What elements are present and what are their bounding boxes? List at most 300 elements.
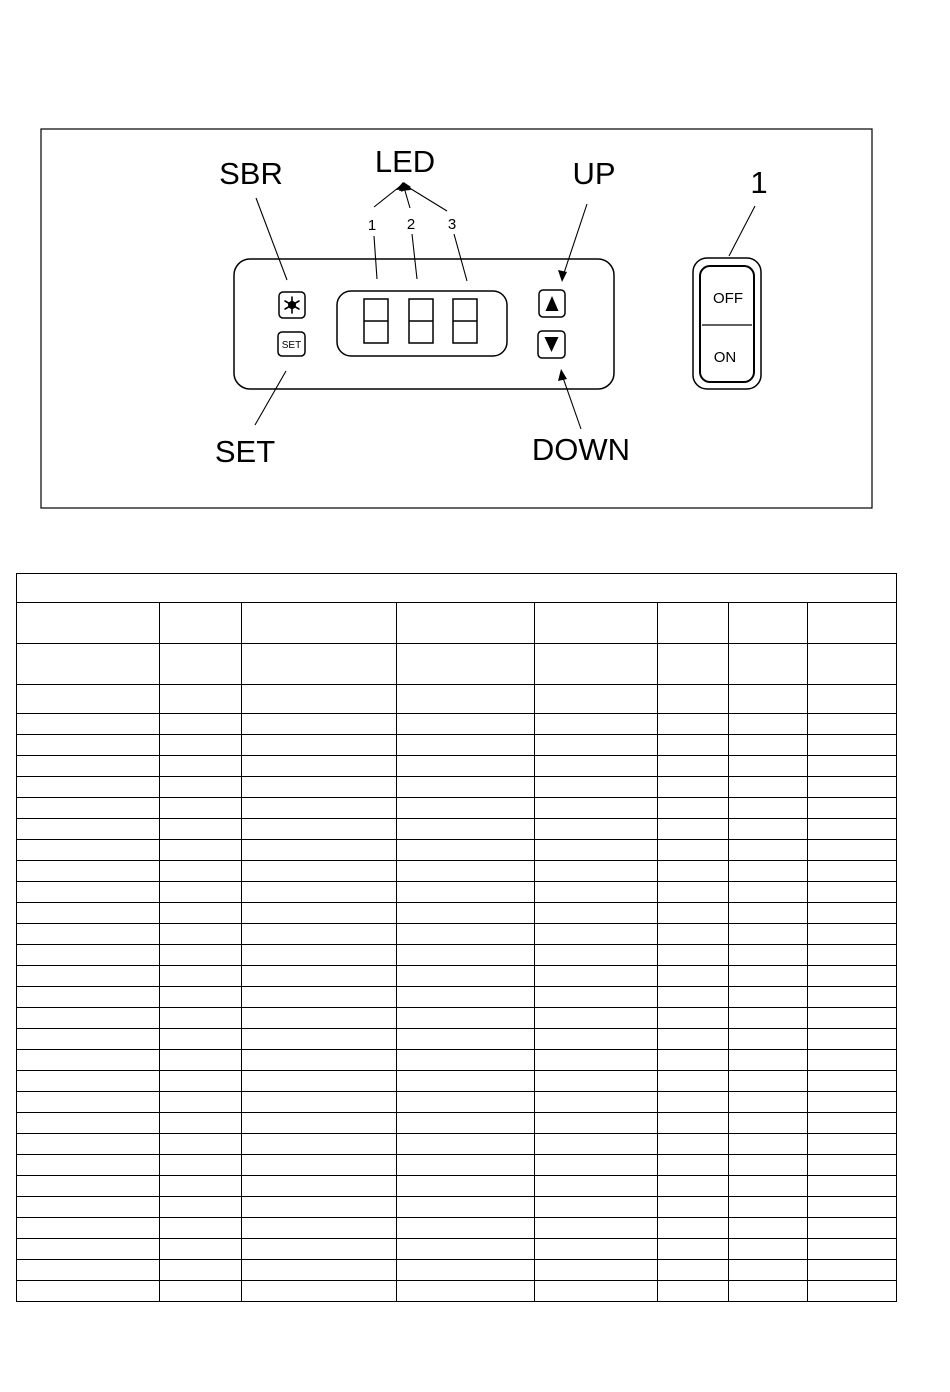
table-row: [17, 819, 897, 840]
table-cell: [397, 987, 535, 1008]
table-cell: [160, 966, 242, 987]
table-cell: [397, 644, 535, 685]
table-cell: [658, 840, 729, 861]
table-cell: [535, 1218, 658, 1239]
table-cell: [729, 1197, 808, 1218]
table-cell: [397, 1260, 535, 1281]
table-cell: [242, 777, 397, 798]
table-cell: [535, 1197, 658, 1218]
table-cell: [160, 756, 242, 777]
table-cell: [658, 861, 729, 882]
table-cell: [729, 603, 808, 644]
table-cell: [658, 987, 729, 1008]
table-cell: [658, 1218, 729, 1239]
table-cell: [242, 798, 397, 819]
table-cell: [729, 819, 808, 840]
table-row: [17, 1050, 897, 1071]
table-cell: [397, 840, 535, 861]
table-cell: [808, 1134, 897, 1155]
led-number-1: 1: [367, 217, 377, 234]
table-cell: [535, 840, 658, 861]
table-cell: [729, 644, 808, 685]
table-row: [17, 714, 897, 735]
table-row: [17, 882, 897, 903]
table-cell: [658, 1197, 729, 1218]
table-cell: [160, 1050, 242, 1071]
table-cell: [160, 685, 242, 714]
table-cell: [658, 1239, 729, 1260]
table-cell: [535, 798, 658, 819]
table-cell: [17, 735, 160, 756]
table-cell: [160, 603, 242, 644]
table-cell: [17, 1197, 160, 1218]
sbr-button[interactable]: [279, 292, 305, 318]
table-cell: [535, 1134, 658, 1155]
table-cell: [808, 1029, 897, 1050]
table-cell: [160, 1176, 242, 1197]
table-cell: [160, 735, 242, 756]
table-cell: [658, 798, 729, 819]
switch-number-label: 1: [750, 165, 768, 200]
table-cell: [17, 840, 160, 861]
table-cell: [808, 1218, 897, 1239]
table-row: [17, 1092, 897, 1113]
table-cell: [729, 1155, 808, 1176]
table-cell: [397, 1239, 535, 1260]
table-cell: [535, 603, 658, 644]
table-cell: [535, 756, 658, 777]
table-cell: [397, 1197, 535, 1218]
table-cell: [658, 1260, 729, 1281]
table-cell: [535, 1008, 658, 1029]
table-cell: [808, 644, 897, 685]
table-cell: [160, 945, 242, 966]
table-cell: [658, 1155, 729, 1176]
table-cell: [17, 714, 160, 735]
table-cell: [658, 1008, 729, 1029]
table-cell: [729, 1260, 808, 1281]
table-row: [17, 777, 897, 798]
table-cell: [808, 966, 897, 987]
table-cell: [17, 1176, 160, 1197]
down-label: DOWN: [531, 432, 631, 467]
switch-on-label: ON: [713, 349, 737, 366]
table-row: [17, 1218, 897, 1239]
table-units-row: [17, 685, 897, 714]
table-cell: [17, 1008, 160, 1029]
table-cell: [397, 1113, 535, 1134]
set-button[interactable]: [278, 332, 305, 356]
table-cell: [729, 861, 808, 882]
up-button[interactable]: [539, 290, 565, 317]
table-cell: [535, 882, 658, 903]
table-cell: [729, 903, 808, 924]
sbr-label: SBR: [219, 156, 283, 191]
table-cell: [242, 1092, 397, 1113]
table-cell: [397, 756, 535, 777]
table-cell: [535, 1281, 658, 1302]
table-cell: [729, 945, 808, 966]
table-row: [17, 735, 897, 756]
table-cell: [160, 1239, 242, 1260]
table-cell: [17, 603, 160, 644]
table-cell: [535, 644, 658, 685]
table-row: [17, 1176, 897, 1197]
table-cell: [242, 603, 397, 644]
table-cell: [535, 1155, 658, 1176]
table-cell: [17, 1260, 160, 1281]
table-cell: [729, 1113, 808, 1134]
power-switch[interactable]: [693, 258, 761, 389]
table-row: [17, 1281, 897, 1302]
table-cell: [160, 1134, 242, 1155]
table-cell: [17, 777, 160, 798]
table-cell: [658, 882, 729, 903]
table-cell: [242, 1113, 397, 1134]
table-cell: [535, 966, 658, 987]
table-cell: [658, 1134, 729, 1155]
table-row: [17, 1071, 897, 1092]
parameter-table: [16, 573, 897, 1302]
table-cell: [397, 924, 535, 945]
table-cell: [242, 1029, 397, 1050]
table-cell: [242, 714, 397, 735]
table-cell: [17, 644, 160, 685]
table-cell: [729, 1134, 808, 1155]
table-cell: [160, 1197, 242, 1218]
table-cell: [17, 1071, 160, 1092]
table-row: [17, 966, 897, 987]
table-cell: [729, 1092, 808, 1113]
table-row: [17, 1260, 897, 1281]
table-cell: [808, 1113, 897, 1134]
table-cell: [397, 1029, 535, 1050]
table-title-row: [17, 574, 897, 603]
table-cell: [808, 603, 897, 644]
table-cell: [397, 1176, 535, 1197]
table-cell: [160, 882, 242, 903]
table-cell: [658, 1113, 729, 1134]
table-cell: [729, 1050, 808, 1071]
table-cell: [535, 1176, 658, 1197]
table-cell: [160, 1260, 242, 1281]
table-cell: [658, 756, 729, 777]
table-cell: [658, 1050, 729, 1071]
table-cell: [535, 1113, 658, 1134]
table-cell: [808, 1281, 897, 1302]
set-label: SET: [214, 434, 276, 469]
table-row: [17, 861, 897, 882]
table-cell: [397, 903, 535, 924]
led-number-2: 2: [406, 216, 416, 233]
table-cell: [17, 1113, 160, 1134]
table-cell: [535, 924, 658, 945]
table-cell: [160, 714, 242, 735]
table-cell: [160, 1092, 242, 1113]
table-cell: [160, 1071, 242, 1092]
table-cell: [17, 798, 160, 819]
table-cell: [160, 1218, 242, 1239]
table-cell: [160, 924, 242, 945]
table-cell: [729, 1239, 808, 1260]
table-row: [17, 987, 897, 1008]
table-cell: [808, 1176, 897, 1197]
table-cell: [535, 1239, 658, 1260]
table-cell: [808, 924, 897, 945]
table-cell: [808, 735, 897, 756]
table-title-cell: [17, 574, 897, 603]
table-cell: [397, 1218, 535, 1239]
control-panel-diagram: [0, 0, 950, 560]
table-header-row: [17, 603, 897, 644]
table-cell: [397, 882, 535, 903]
table-cell: [242, 966, 397, 987]
table-cell: [808, 777, 897, 798]
table-cell: [729, 987, 808, 1008]
table-cell: [242, 1008, 397, 1029]
table-cell: [17, 903, 160, 924]
table-cell: [242, 819, 397, 840]
table-cell: [729, 798, 808, 819]
table-cell: [17, 987, 160, 1008]
table-cell: [397, 966, 535, 987]
table-cell: [397, 714, 535, 735]
table-cell: [729, 882, 808, 903]
led-display-window: [337, 291, 507, 356]
table-cell: [729, 1281, 808, 1302]
table-row: [17, 798, 897, 819]
table-cell: [808, 1197, 897, 1218]
table-cell: [729, 735, 808, 756]
table-cell: [397, 603, 535, 644]
table-cell: [808, 1050, 897, 1071]
table-cell: [17, 882, 160, 903]
table-cell: [808, 882, 897, 903]
table-cell: [242, 644, 397, 685]
table-cell: [242, 924, 397, 945]
table-cell: [242, 903, 397, 924]
table-cell: [160, 798, 242, 819]
table-cell: [17, 1134, 160, 1155]
table-cell: [242, 861, 397, 882]
table-cell: [658, 924, 729, 945]
table-cell: [808, 1008, 897, 1029]
table-cell: [160, 987, 242, 1008]
table-cell: [242, 756, 397, 777]
table-cell: [160, 777, 242, 798]
table-row: [17, 756, 897, 777]
table-cell: [397, 735, 535, 756]
table-cell: [808, 1260, 897, 1281]
table-cell: [242, 735, 397, 756]
table-cell: [729, 1008, 808, 1029]
table-cell: [397, 1155, 535, 1176]
table-cell: [160, 1029, 242, 1050]
table-cell: [17, 1218, 160, 1239]
table-cell: [397, 1050, 535, 1071]
table-cell: [535, 685, 658, 714]
table-cell: [397, 1092, 535, 1113]
table-cell: [808, 861, 897, 882]
table-cell: [17, 1029, 160, 1050]
table-subheader-row: [17, 644, 897, 685]
set-button-text: SET: [281, 340, 302, 351]
led-label: LED: [374, 144, 436, 179]
table-cell: [535, 1092, 658, 1113]
table-row: [17, 1134, 897, 1155]
table-cell: [729, 777, 808, 798]
table-cell: [729, 1029, 808, 1050]
table-cell: [729, 1176, 808, 1197]
table-cell: [242, 1071, 397, 1092]
table-row: [17, 924, 897, 945]
table-cell: [242, 1134, 397, 1155]
switch-off-label: OFF: [713, 290, 743, 307]
table-cell: [658, 966, 729, 987]
table-cell: [808, 685, 897, 714]
table-cell: [658, 945, 729, 966]
table-cell: [729, 1218, 808, 1239]
table-cell: [160, 644, 242, 685]
table-cell: [17, 1155, 160, 1176]
table-cell: [808, 1155, 897, 1176]
table-row: [17, 1008, 897, 1029]
table-cell: [397, 798, 535, 819]
down-button[interactable]: [538, 331, 565, 358]
table-cell: [160, 1281, 242, 1302]
table-cell: [242, 1239, 397, 1260]
table-cell: [535, 714, 658, 735]
table-cell: [397, 1071, 535, 1092]
table-cell: [17, 819, 160, 840]
table-cell: [808, 1092, 897, 1113]
up-label: UP: [572, 156, 616, 191]
table-cell: [17, 1050, 160, 1071]
table-cell: [242, 882, 397, 903]
table-cell: [535, 987, 658, 1008]
table-cell: [535, 903, 658, 924]
table-cell: [17, 1092, 160, 1113]
table-cell: [242, 840, 397, 861]
table-row: [17, 945, 897, 966]
table-row: [17, 1113, 897, 1134]
table-cell: [397, 819, 535, 840]
table-row: [17, 1239, 897, 1260]
table-row: [17, 903, 897, 924]
table-cell: [808, 714, 897, 735]
table-cell: [17, 945, 160, 966]
table-cell: [729, 685, 808, 714]
led-number-3: 3: [447, 216, 457, 233]
table-row: [17, 840, 897, 861]
table-cell: [242, 1260, 397, 1281]
table-cell: [729, 756, 808, 777]
table-cell: [658, 1092, 729, 1113]
table-cell: [397, 945, 535, 966]
table-cell: [808, 1071, 897, 1092]
table-cell: [17, 756, 160, 777]
table-cell: [242, 1155, 397, 1176]
table-cell: [658, 777, 729, 798]
table-cell: [17, 966, 160, 987]
table-cell: [808, 945, 897, 966]
table-cell: [808, 840, 897, 861]
table-cell: [729, 924, 808, 945]
table-cell: [808, 819, 897, 840]
table-cell: [160, 861, 242, 882]
table-cell: [729, 966, 808, 987]
table-cell: [729, 714, 808, 735]
table-cell: [658, 1071, 729, 1092]
table-cell: [658, 714, 729, 735]
table-cell: [397, 777, 535, 798]
table-cell: [242, 1218, 397, 1239]
table-cell: [658, 603, 729, 644]
table-cell: [397, 685, 535, 714]
table-cell: [160, 1113, 242, 1134]
table-cell: [17, 1281, 160, 1302]
table-cell: [242, 1050, 397, 1071]
table-cell: [658, 819, 729, 840]
table-cell: [535, 861, 658, 882]
table-cell: [658, 1029, 729, 1050]
table-cell: [535, 735, 658, 756]
table-cell: [808, 903, 897, 924]
table-cell: [535, 1029, 658, 1050]
table-row: [17, 1029, 897, 1050]
table-cell: [160, 1155, 242, 1176]
table-cell: [808, 987, 897, 1008]
table-cell: [397, 861, 535, 882]
table-cell: [160, 903, 242, 924]
table-cell: [242, 1281, 397, 1302]
table-cell: [535, 1071, 658, 1092]
table-cell: [808, 798, 897, 819]
table-row: [17, 1197, 897, 1218]
table-cell: [242, 945, 397, 966]
table-cell: [17, 685, 160, 714]
table-cell: [160, 1008, 242, 1029]
table-cell: [160, 819, 242, 840]
table-cell: [535, 945, 658, 966]
table-cell: [397, 1008, 535, 1029]
table-cell: [242, 987, 397, 1008]
table-cell: [658, 735, 729, 756]
table-cell: [535, 777, 658, 798]
table-cell: [17, 861, 160, 882]
table-cell: [242, 1176, 397, 1197]
table-cell: [729, 840, 808, 861]
table-cell: [658, 1176, 729, 1197]
table-cell: [729, 1071, 808, 1092]
table-cell: [658, 685, 729, 714]
table-cell: [17, 924, 160, 945]
table-cell: [535, 819, 658, 840]
table-cell: [808, 1239, 897, 1260]
table-cell: [535, 1260, 658, 1281]
table-cell: [808, 756, 897, 777]
table-cell: [17, 1239, 160, 1260]
table-cell: [242, 1197, 397, 1218]
table-cell: [160, 840, 242, 861]
table-cell: [658, 644, 729, 685]
table-cell: [242, 685, 397, 714]
table-row: [17, 1155, 897, 1176]
table-cell: [535, 1050, 658, 1071]
table-cell: [658, 1281, 729, 1302]
table-cell: [658, 903, 729, 924]
table-cell: [397, 1134, 535, 1155]
